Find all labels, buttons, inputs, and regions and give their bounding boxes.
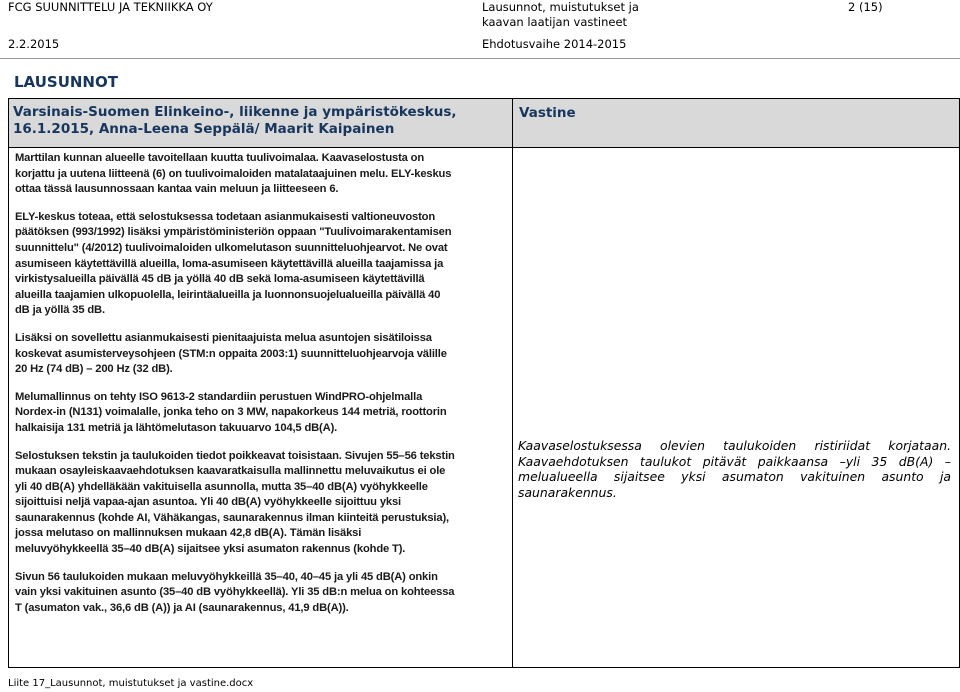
column-divider [512,99,513,667]
statement-paragraph: Selostuksen tekstin ja taulukoiden tiedot poikkeavat toisistaan. Sivujen 55–56 tekstin mukaan osayleiskaavaehdotuksen kaavaratkaisulla mallinnettu meluvaikutus ei ole yli 40 dB(A) yhdelläkään vakituisella asunnolla, mutta 35–40 dB(A) vyöhykkeelle sijoittuisi neljä vapaa-ajan asuntoa. Yli 40 dB(A) vyöhykkeelle sijoittuu yksi saunarakennus (kohde AI, Vähäkangas, saunarakennus ilman kiinteitä perustuksia), jossa melutaso on mallinnuksen mukaan 42,8 dB(A). Tämän lisäksi meluvyöhykkeellä 35–40 dB(A) sijaitsee yksi asumaton rakennus (kohde T). [15,449,455,556]
statement-author-heading: Varsinais-Suomen Elinkeino-, liikenne ja ympäristökeskus, 16.1.2015, Anna-Leena Seppälä/ Maarit Kaipainen [13,104,457,137]
statement-table [8,98,960,668]
footer-filename: Liite 17_Lausunnot, muistutukset ja vastine.docx [8,678,254,689]
statement-paragraph: Marttilan kunnan alueelle tavoitellaan kuutta tuulivoimalaa. Kaavaselostusta on korjattu ja uutena liitteenä (6) on tuulivoimaloiden matalataajuinen melu. ELY-keskus ottaa tässä lausunnossaan kantaa vain meluun ja liitteeseen 6. [15,152,452,196]
header-document-title: Lausunnot, muistutukset ja kaavan laatijan vastineet [482,0,639,29]
statement-paragraph: Sivun 56 taulukoiden mukaan meluvyöhykkeillä 35–40, 40–45 ja yli 45 dB(A) onkin vain yksi vakituinen asunto (35–40 dB vyöhykkeellä). Yli 35 dB:n melua on kohteessa T (asumaton vak., 36,6 dB (A)) ja AI (saunarakennus, 41,9 dB(A)). [15,570,455,614]
statement-paragraph: Melumallinnus on tehty ISO 9613-2 standardiin perustuen WindPRO-ohjelmalla Nordex-in (N131) voimalalle, jonka teho on 3 MW, napakorkeus 144 metriä, roottorin halkaisija 131 metriä ja lähtömelutason takuuarvo 104,5 dB(A). [15,390,447,434]
statement-paragraph: ELY-keskus toteaa, että selostuksessa todetaan asianmukaisesti valtioneuvoston päätöksen (993/1992) lisäksi ympäristöministeriön oppaan "Tuulivoimarakentamisen suunnittelu" (4/2012) tuulivoimaloiden ulkomelutason suunnitteluohjearvot. Ne ovat asumiseen käytettävillä alueilla, loma-asumiseen käytettävillä alueilla taajamissa ja virkistysalueilla päivällä 45 dB ja yöllä 40 dB sekä loma-asumiseen käytettävillä alueilla taajamien ulkopuolella, leirintäalueilla ja luonnonsuojelualueilla päivällä 40 dB ja yöllä 35 dB. [15,210,452,317]
header-date: 2.2.2015 [8,37,60,51]
response-text: Kaavaselostuksessa olevien taulukoiden ristiriidat korjataan. Kaavaehdotuksen taulukot pitävät paikkaansa –yli 35 dB(A) –melualueella sijaitsee yksi asumaton vakituinen asunto ja saunarakennus. [518,438,951,500]
table-header-row [9,99,959,148]
header-phase: Ehdotusvaihe 2014-2015 [482,37,627,51]
header-page-number: 2 (15) [848,0,883,14]
section-title: LAUSUNNOT [14,73,118,91]
statement-paragraph: Lisäksi on sovellettu asianmukaisesti pienitaajuista melua asuntojen sisätiloissa koskevat asumisterveysohjeen (STM:n oppaita 2003:1) suunnitteluohjearvoja välille 20 Hz (74 dB) – 200 Hz (32 dB). [15,331,447,376]
header-organization: FCG SUUNNITTELU JA TEKNIIKKA OY [8,0,213,14]
header-divider [0,58,960,59]
statement-scan-text [15,151,457,628]
response-heading: Vastine [519,105,576,121]
